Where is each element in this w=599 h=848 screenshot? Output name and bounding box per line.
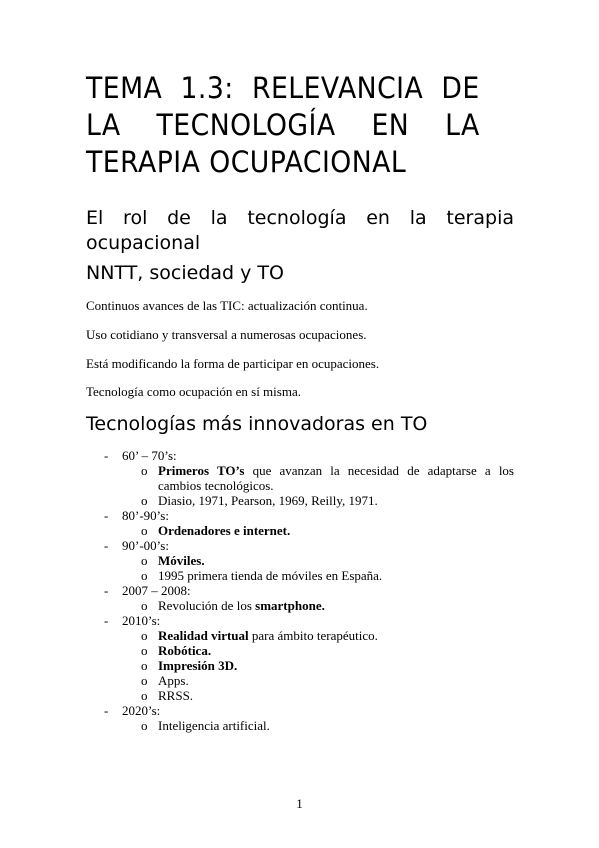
period-label: 90’-00’s:: [122, 538, 169, 553]
item-text: que avanzan la necesidad de adaptarse a los cambios tecnológicos.: [158, 463, 514, 493]
list-item: [0, 673, 599, 688]
list-item: [0, 628, 599, 643]
dash-bullet: -: [104, 508, 109, 523]
title-line-1: TEMA 1.3: RELEVANCIA DE: [86, 71, 480, 105]
list-item: [0, 553, 599, 568]
subheading-nntt: NNTT, sociedad y TO: [86, 262, 284, 284]
item-text: Apps.: [158, 673, 189, 688]
paragraph: Tecnología como ocupación en sí misma.: [86, 384, 301, 399]
period-label: 2010’s:: [122, 613, 161, 628]
section-heading: [86, 206, 514, 256]
paragraph: Continuos avances de las TIC: actualización continua.: [86, 298, 368, 313]
list-item: [0, 658, 599, 673]
bold-text: Ordenadores e internet.: [158, 523, 291, 538]
circle-bullet: o: [141, 628, 148, 643]
list-item: [0, 583, 599, 598]
title-line-2: LA TECNOLOGÍA EN LA: [86, 108, 480, 142]
circle-bullet: o: [141, 598, 148, 613]
list-item: [0, 688, 599, 703]
item-text: Revolución de los: [158, 598, 256, 613]
document-title: [86, 70, 480, 181]
bold-text: Realidad virtual: [158, 628, 249, 643]
list-item: [0, 703, 599, 718]
list-item-text: [158, 598, 514, 613]
paragraph: Está modificando la forma de participar en ocupaciones.: [86, 356, 380, 371]
list-item: [0, 493, 599, 508]
circle-bullet: o: [141, 718, 148, 733]
circle-bullet: o: [141, 643, 148, 658]
circle-bullet: o: [141, 568, 148, 583]
title-line-3: TERAPIA OCUPACIONAL: [86, 145, 407, 179]
section-heading-line-1: El rol de la tecnología en la terapia: [86, 207, 514, 229]
list-item: [0, 598, 599, 613]
bold-text: Robótica.: [158, 643, 212, 658]
list-item: [0, 718, 599, 733]
paragraph: Uso cotidiano y transversal a numerosas ocupaciones.: [86, 327, 367, 342]
subheading-tecnologias: Tecnologías más innovadoras en TO: [86, 413, 428, 435]
list-item: [0, 538, 599, 553]
bold-text: Impresión 3D.: [158, 658, 238, 673]
circle-bullet: o: [141, 463, 148, 478]
section-heading-line-2: ocupacional: [86, 232, 201, 254]
list-item-text: [158, 523, 514, 538]
page-number: 1: [296, 796, 303, 811]
period-label: 2007 – 2008:: [122, 583, 191, 598]
period-label: 80’-90’s:: [122, 508, 169, 523]
item-text: Inteligencia artificial.: [158, 718, 270, 733]
dash-bullet: -: [104, 538, 109, 553]
period-label: 60’ – 70’s:: [122, 448, 177, 463]
list-item: [0, 448, 599, 463]
list-item: [0, 523, 599, 538]
bold-text: smartphone.: [255, 598, 325, 613]
dash-bullet: -: [104, 448, 109, 463]
item-text: RRSS.: [158, 688, 194, 703]
dash-bullet: -: [104, 703, 109, 718]
bold-text: Móviles.: [158, 553, 205, 568]
list-item-text: [158, 643, 514, 658]
circle-bullet: o: [141, 688, 148, 703]
circle-bullet: o: [141, 523, 148, 538]
dash-bullet: -: [104, 583, 109, 598]
list-item-text: [158, 463, 514, 493]
list-item-text: [158, 553, 514, 568]
dash-bullet: -: [104, 613, 109, 628]
list-item-text: [158, 628, 514, 643]
item-text: para ámbito terapéutico.: [248, 628, 378, 643]
list-item: [0, 643, 599, 658]
item-text: 1995 primera tienda de móviles en España.: [158, 568, 383, 583]
bold-text: Primeros TO’s: [158, 463, 245, 478]
circle-bullet: o: [141, 673, 148, 688]
list-item: [0, 508, 599, 523]
item-text: Diasio, 1971, Pearson, 1969, Reilly, 1971.: [158, 493, 378, 508]
period-label: 2020’s:: [122, 703, 161, 718]
list-item-text: [158, 658, 514, 673]
list-item: [0, 613, 599, 628]
circle-bullet: o: [141, 658, 148, 673]
circle-bullet: o: [141, 553, 148, 568]
list-item: [0, 463, 599, 493]
list-item: [0, 568, 599, 583]
circle-bullet: o: [141, 493, 148, 508]
timeline-list: [0, 448, 599, 733]
